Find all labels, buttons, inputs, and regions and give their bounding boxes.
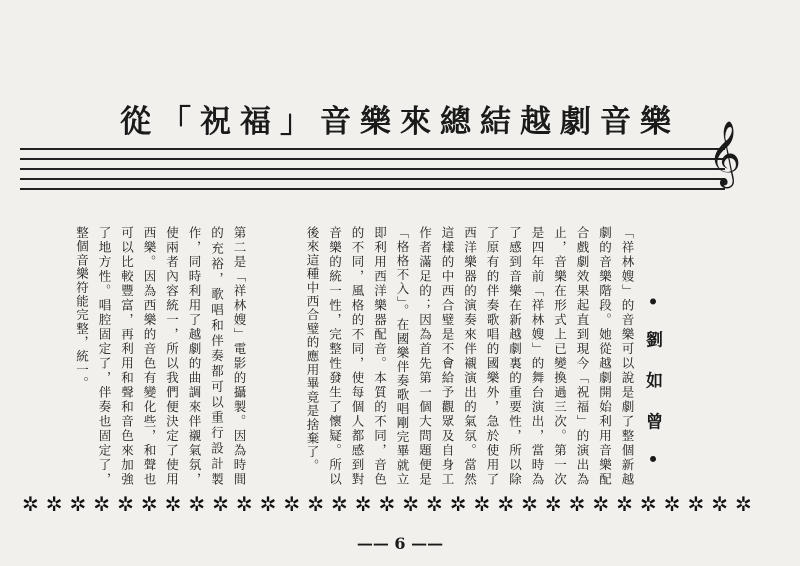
page-number: —— 6 —— [356,534,444,553]
star-burst-icon: ✲ [259,492,277,516]
star-burst-icon: ✲ [711,492,728,516]
treble-clef-icon: 𝄞 [708,121,742,186]
star-burst-icon: ✲ [687,492,705,516]
star-burst-icon: ✲ [283,492,301,516]
star-burst-icon: ✲ [212,492,229,516]
article-column-left: 第二是「祥林嫂」電影的攝製。因為時間的充裕，歌唱和伴奏都可以重行設計製作，同時利用了越劇的曲調來伴襯氣氛，使兩者內容統一，所以我們便決定了使用西樂。因為西樂的音色有變化些，和聲也可以比較豐富，再利用和聲和音色來加強了地方性。唱腔固定了，伴奏也固定了，整個音樂符能完整，統一。 [74,226,247,486]
star-burst-icon: ✲ [69,492,87,516]
star-burst-icon: ✲ [544,492,562,516]
star-burst-icon: ✲ [140,492,158,516]
star-burst-icon: ✲ [426,492,443,516]
star-burst-icon: ✲ [639,492,657,516]
star-burst-icon: ✲ [521,492,538,516]
star-burst-icon: ✲ [734,492,752,516]
star-burst-icon: ✲ [402,492,420,516]
page-title: 從「祝福」音樂來總結越劇音樂 [120,104,680,140]
star-burst-icon: ✲ [354,492,372,516]
music-staff-divider [20,148,725,194]
star-burst-icon: ✲ [188,492,206,516]
star-burst-icon: ✲ [449,492,467,516]
star-burst-icon: ✲ [22,492,39,516]
star-burst-icon: ✲ [117,492,134,516]
star-burst-icon: ✲ [45,492,63,516]
star-burst-icon: ✲ [592,492,610,516]
star-burst-icon: ✲ [93,492,111,516]
star-burst-icon: ✲ [164,492,182,516]
star-burst-icon: ✲ [497,492,515,516]
star-burst-icon: ✲ [568,492,586,516]
star-burst-icon: ✲ [307,492,324,516]
star-burst-icon: ✲ [378,492,396,516]
star-burst-icon: ✲ [663,492,681,516]
star-burst-icon: ✲ [473,492,491,516]
author-byline: • 劉 如 曾 • [642,296,662,474]
decorative-star-border [22,494,752,514]
star-burst-icon: ✲ [330,492,348,516]
star-burst-icon: ✲ [235,492,253,516]
article-column-right: 「祥林嫂」的音樂可以說是劇了整個新越劇的音樂階段。她從越劇開始利用音樂配合戲劇效果起直到現今「祝福」的演出為止，音樂在形式上已變換過三次。第一次是四年前「祥林嫂」的舞台演出，當時為了感到音樂在新越劇裏的重要性，所以除了原有的伴奏歌唱的國樂外，急於使用了西洋樂器的演奏來伴襯演出的氣氛。當然這樣的中西合璧是不會給予觀眾及自身工作者滿足的；因為首先第一個大問題便是「格格不入」。在國樂伴奏歌唱剛完畢就立即利用西洋樂器配音。本質的不同，音色的不同，風格的不同，使每個人都感到對音樂的統一性，完整性發生了懷疑。所以後來這種中西合璧的應用畢竟是捨棄了。 [305,226,635,486]
star-burst-icon: ✲ [616,492,633,516]
